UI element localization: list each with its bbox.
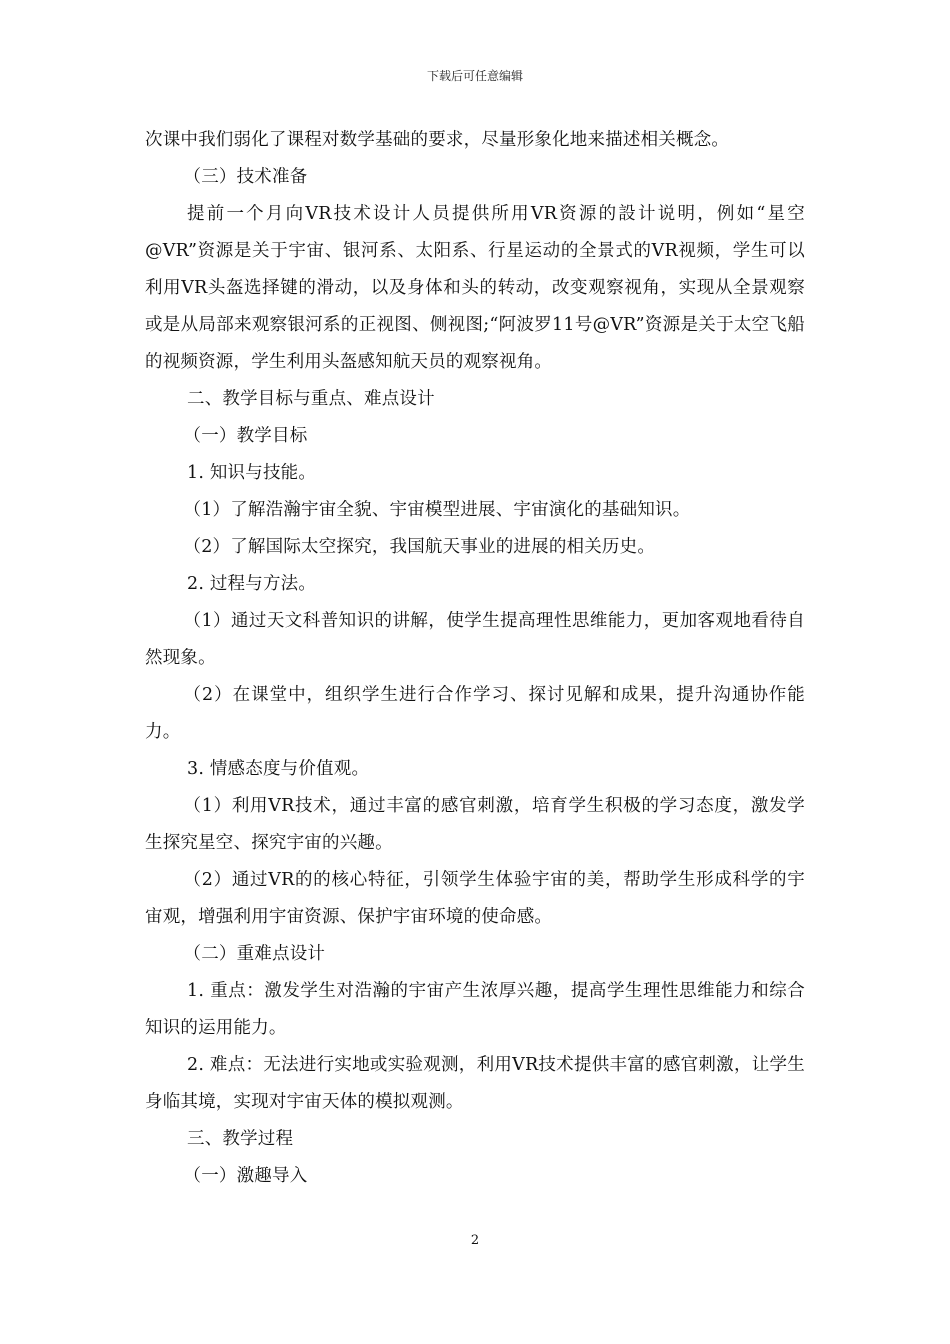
paragraph-vr-resources: 提前一个月向VR技术设计人员提供所用VR资源的設计说明，例如“星空@VR”资源是关于宇宙、银河系、太阳系、行星运动的全景式的VR视频，学生可以利用VR头盔选择键的滑动，以及身体和头的转动，改变观察视角，实现从全景观察或是从局部来观察银河系的正视图、侧视图;“阿波罗11号@VR”资源是关于太空飞船的视频资源，学生利用头盔感知航天员的观察视角。 — [145, 204, 805, 372]
heading-teaching-goals: （一）教学目标 — [183, 426, 308, 446]
list-item-knowledge-2: （2）了解国际太空探究，我国航天事业的进展的相关历史。 — [183, 537, 656, 557]
heading-process-methods: 2. 过程与方法。 — [187, 574, 317, 594]
list-item-knowledge-1: （1）了解浩瀚宇宙全貌、宇宙模型进展、宇宙演化的基础知识。 — [183, 500, 691, 520]
heading-technical-preparation: （三）技术准备 — [183, 167, 308, 187]
heading-section-three: 三、教学过程 — [187, 1129, 294, 1149]
page-header: 下载后可任意编辑 — [426, 69, 523, 83]
heading-engaging-introduction: （一）激趣导入 — [183, 1166, 308, 1186]
paragraph-course-note: 次课中我们弱化了课程对数学基础的要求，尽量形象化地来描述相关概念。 — [145, 130, 730, 150]
page-number: 2 — [470, 1233, 480, 1248]
heading-emotion-values: 3. 情感态度与价值观。 — [187, 759, 370, 779]
list-item-process-2: （2）在课堂中，组织学生进行合作学习、探讨见解和成果，提升沟通协作能力。 — [145, 685, 805, 742]
heading-key-difficult-points: （二）重难点设计 — [183, 944, 326, 964]
list-item-difficult-point: 2. 难点：无法进行实地或实验观测，利用VR技术提供丰富的感官刺激，让学生身临其境，实现对宇宙天体的模拟观测。 — [145, 1055, 805, 1112]
list-item-key-point: 1. 重点：激发学生对浩瀚的宇宙产生浓厚兴趣，提高学生理性思维能力和综合知识的运用能力。 — [145, 981, 805, 1038]
list-item-emotion-1: （1）利用VR技术，通过丰富的感官刺激，培育学生积极的学习态度，激发学生探究星空、探究宇宙的兴趣。 — [145, 796, 805, 853]
list-item-emotion-2: （2）通过VR的的核心特征，引领学生体验宇宙的美，帮助学生形成科学的宇宙观，增强利用宇宙资源、保护宇宙环境的使命感。 — [145, 870, 805, 927]
heading-section-two: 二、教学目标与重点、难点设计 — [187, 389, 435, 409]
heading-knowledge-skills: 1. 知识与技能。 — [187, 463, 317, 483]
document-body — [145, 122, 805, 1195]
list-item-process-1: （1）通过天文科普知识的讲解，使学生提高理性思维能力，更加客观地看待自然现象。 — [145, 611, 805, 668]
